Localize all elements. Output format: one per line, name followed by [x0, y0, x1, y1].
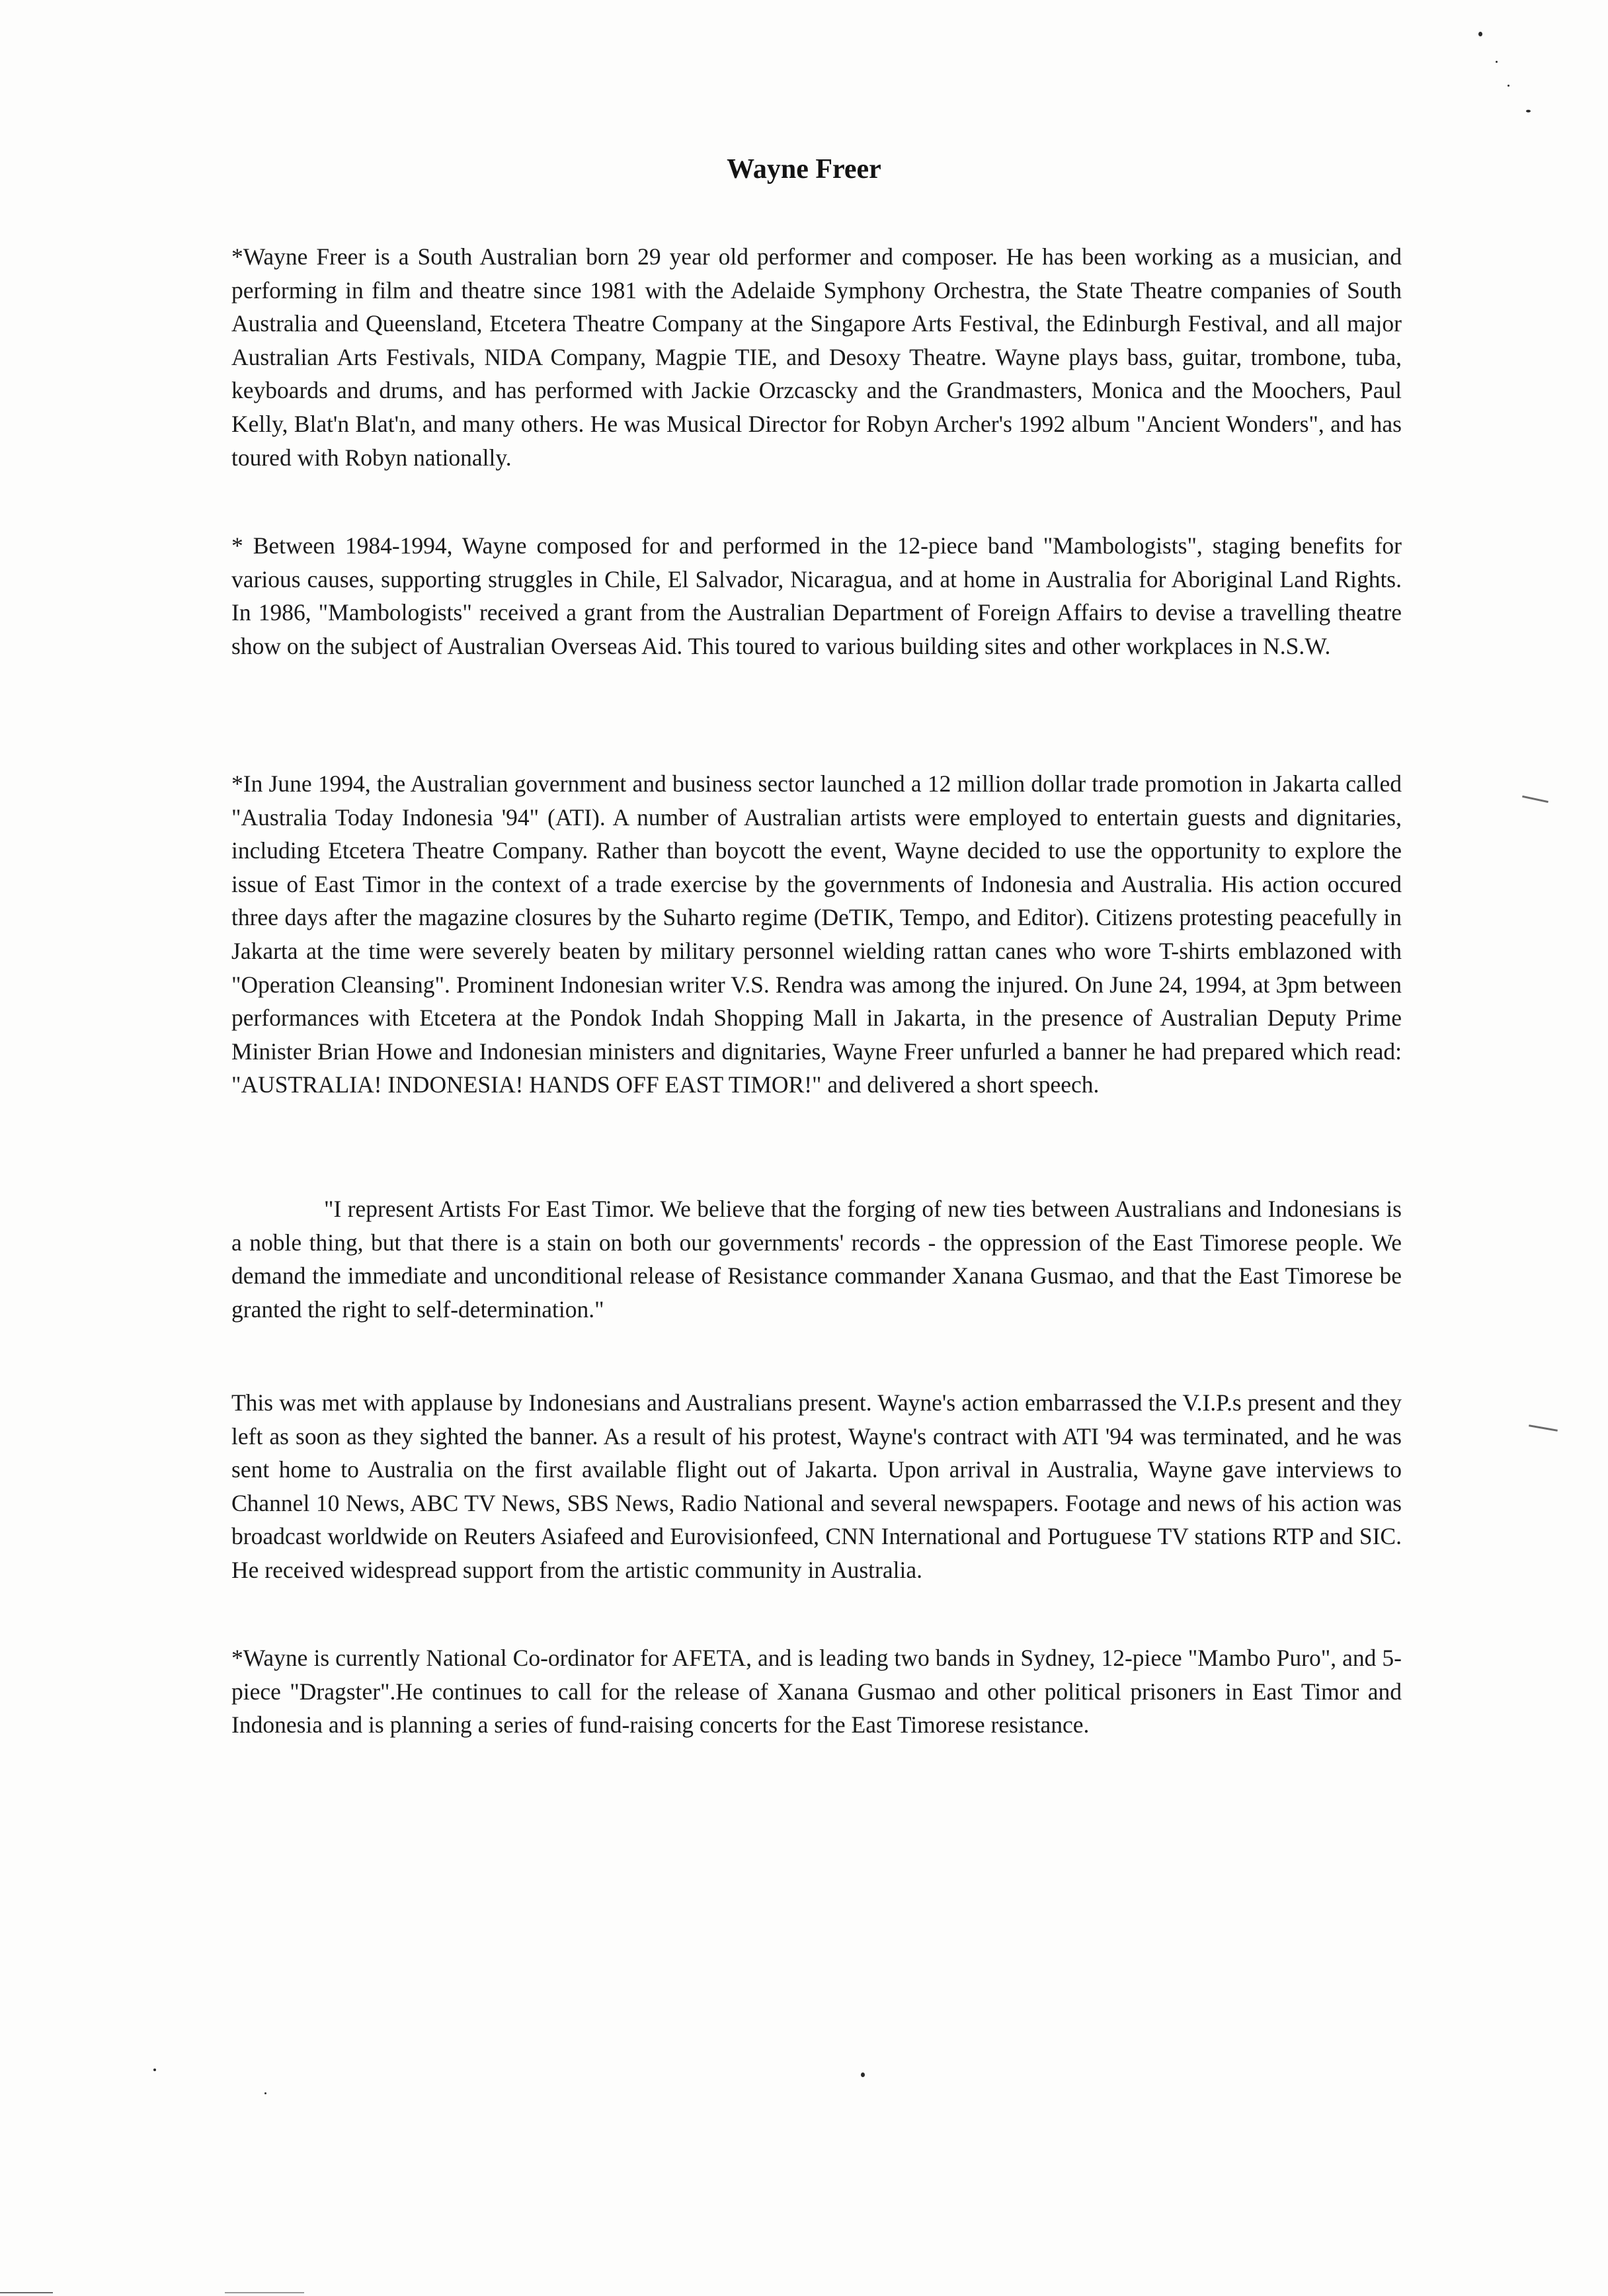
- speech-quote: "I represent Artists For East Timor. We believe that the forging of new ties between Australians and Indonesians is a noble thing, but that there is a stain on both our governments' records - the oppression of the East Timorese people. We demand the immediate and unconditional release of Resistance commander Xanana Gusmao, and that the East Timorese be granted the right to self-determination.": [231, 1196, 1402, 1323]
- scan-mark: [1522, 796, 1548, 803]
- scan-edge: [225, 2292, 304, 2293]
- scan-speck: [861, 2072, 865, 2077]
- scan-speck: [153, 2069, 156, 2071]
- paragraph-mambologists: * Between 1984-1994, Wayne composed for and performed in the 12-piece band "Mambologists", staging benefits for various causes, supporting struggles in Chile, El Salvador, Nicaragua, and at home in Australia for Aboriginal Land Rights. In 1986, "Mambologists" received a grant from the Australian Department of Foreign Affairs to devise a travelling theatre show on the subject of Australian Overseas Aid. This toured to various building sites and other workplaces in N.S.W.: [231, 532, 1402, 659]
- paragraph-jakarta-protest: *In June 1994, the Australian government and business sector launched a 12 million dollar trade promotion in Jakarta called "Australia Today Indonesia '94" (ATI). A number of Australian artists were employed to entertain guests and dignitaries, including Etcetera Theatre Company. Rather than boycott the event, Wayne decided to use the opportunity to explore the issue of East Timor in the context of a trade exercise by the governments of Indonesia and Australia. His action occured three days after the magazine closures by the Suharto regime (DeTIK, Tempo, and Editor). Citizens protesting peacefully in Jakarta at the time were severely beaten by military personnel wielding rattan canes who wore T-shirts emblazoned with "Operation Cleansing". Prominent Indonesian writer V.S. Rendra was among the injured. On June 24, 1994, at 3pm between performances with Etcetera at the Pondok Indah Shopping Mall in Jakarta, in the presence of Australian Deputy Prime Minister Brian Howe and Indonesian ministers and dignitaries, Wayne Freer unfurled a banner he had prepared which read: "AUSTRALIA! INDONESIA! HANDS OFF EAST TIMOR!" and delivered a short speech.: [231, 770, 1402, 1098]
- scan-speck: [1526, 110, 1531, 112]
- paragraph-biography: *Wayne Freer is a South Australian born 29 year old performer and composer. He has been working as a musician, and performing in film and theatre since 1981 with the Adelaide Symphony Orchestra, the State Theatre companies of South Australia and Queensland, Etcetera Theatre Company at the Singapore Arts Festival, the Edinburgh Festival, and all major Australian Arts Festivals, NIDA Company, Magpie TIE, and Desoxy Theatre. Wayne plays bass, guitar, trombone, tuba, keyboards and drums, and has performed with Jackie Orzcascky and the Grandmasters, Monica and the Moochers, Paul Kelly, Blat'n Blat'n, and many others. He was Musical Director for Robyn Archer's 1992 album "Ancient Wonders", and has toured with Robyn nationally.: [231, 243, 1402, 471]
- scan-edge: [0, 2292, 53, 2293]
- scan-speck: [1478, 32, 1482, 36]
- scan-speck: [1496, 61, 1498, 63]
- paragraph-aftermath: This was met with applause by Indonesians and Australians present. Wayne's action embarrassed the V.I.P.s present and they left as soon as they sighted the banner. As a result of his protest, Wayne's contract with ATI '94 was terminated, and he was sent home to Australia on the first available flight out of Jakarta. Upon arrival in Australia, Wayne gave interviews to Channel 10 News, ABC TV News, SBS News, Radio National and several newspapers. Footage and news of his action was broadcast worldwide on Reuters Asiafeed and Eurovisionfeed, CNN International and Portuguese TV stations RTP and SIC. He received widespread support from the artistic community in Australia.: [231, 1389, 1402, 1583]
- document-title: Wayne Freer: [727, 154, 881, 184]
- paragraph-current-work: *Wayne is currently National Co-ordinator for AFETA, and is leading two bands in Sydney, 12-piece "Mambo Puro", and 5-piece "Dragster".He continues to call for the release of Xanana Gusmao and other political prisoners in East Timor and Indonesia and is planning a series of fund-raising concerts for the East Timorese resistance.: [231, 1645, 1402, 1739]
- scan-speck: [1508, 85, 1509, 87]
- scan-mark: [1529, 1424, 1558, 1432]
- scan-speck: [264, 2092, 266, 2094]
